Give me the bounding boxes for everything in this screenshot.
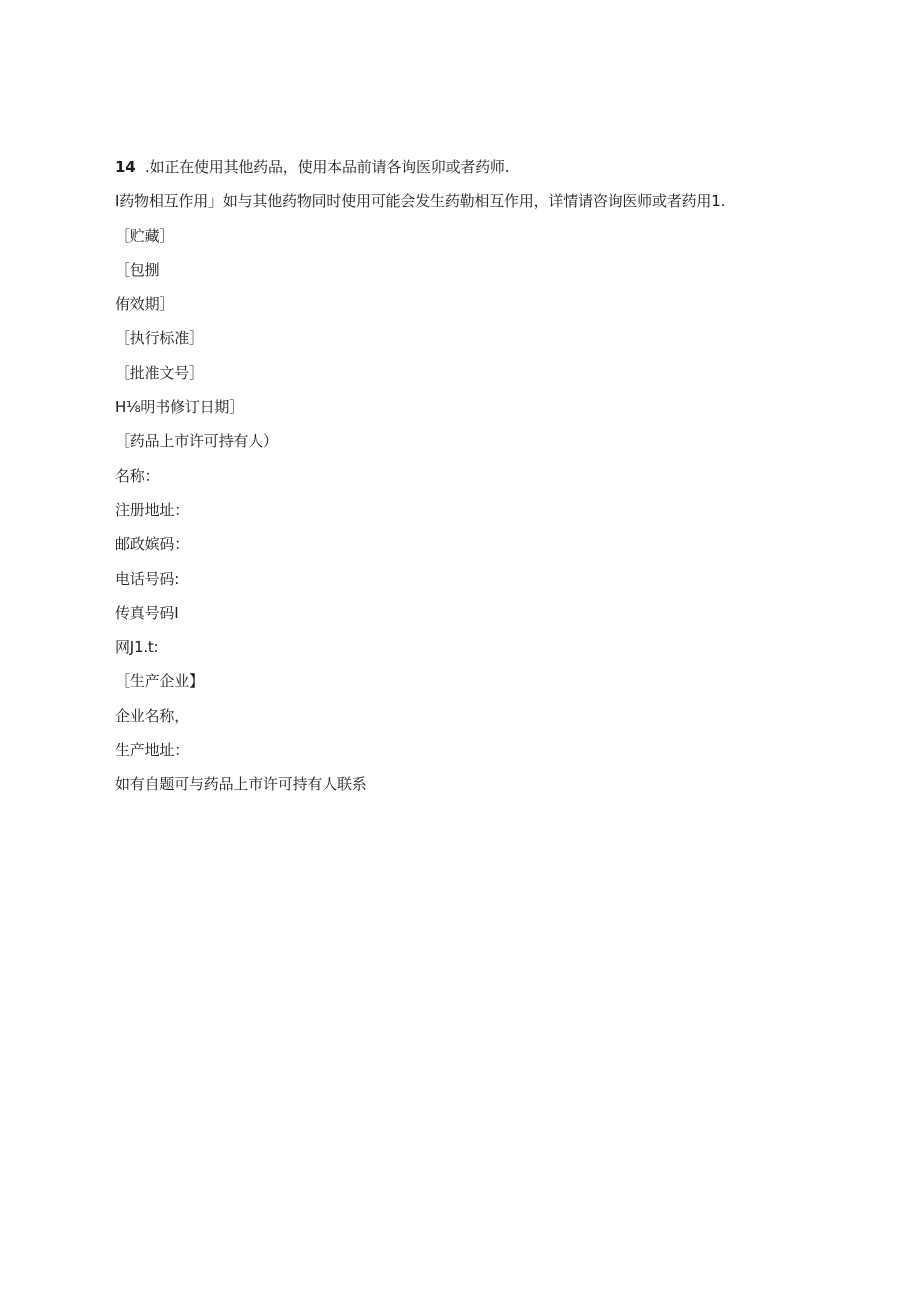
item-14-line (115, 155, 815, 189)
manufacturer-heading: ［生产企业】 (115, 672, 204, 691)
fax-label: 传真号码I (115, 603, 179, 622)
registered-address-label: 注册地址： (115, 500, 190, 519)
production-address-label: 生产地址： (115, 741, 190, 760)
revision-date-heading: H⅛明书修订日期］ (115, 398, 245, 417)
validity-heading: 侑效期］ (115, 295, 175, 314)
website-label: 网J1.t: (115, 638, 159, 657)
standard-heading: ［执行标准］ (115, 329, 204, 348)
item-14-text: .如正在使用其他药品，使用本品前请各询医卯或者药师. (145, 158, 510, 176)
contact-note: 如有自题可与药品上市许可持有人联系 (115, 775, 367, 794)
approval-number-heading: ［批准文号］ (115, 363, 204, 382)
document-body (115, 155, 815, 807)
packaging-heading: ［包捌 (115, 260, 160, 279)
storage-heading: ［贮藏］ (115, 226, 175, 245)
item-14-number: 14 (115, 158, 136, 176)
phone-label: 电话号码: (115, 569, 180, 588)
postal-code-label: 邮政嫔码： (115, 535, 190, 554)
license-holder-heading: ［药品上市许可持有人） (115, 432, 278, 451)
holder-name-label: 名称： (115, 466, 160, 485)
company-name-label: 企业名称， (115, 706, 190, 725)
drug-interaction-line: I药物相互作用」如与其他药物同时使用可能会发生药勒相互作用，详情请咨询医师或者药用1. (115, 192, 726, 211)
